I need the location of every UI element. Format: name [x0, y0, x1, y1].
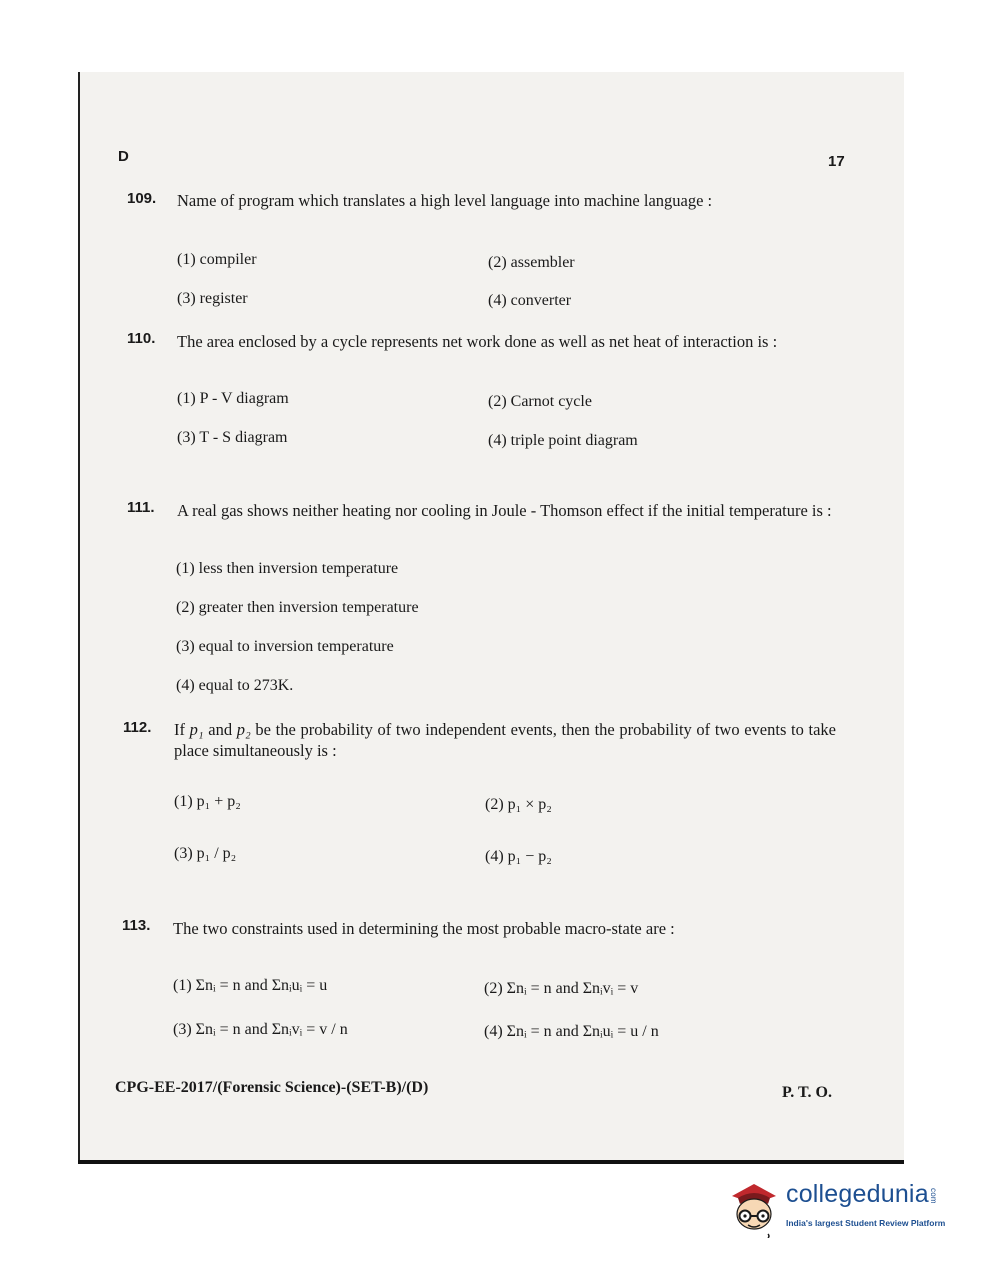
question-109-number: 109. — [127, 190, 157, 207]
collegedunia-mascot-icon — [724, 1174, 784, 1238]
question-111-text: A real gas shows neither heating nor cooling in Joule - Thomson effect if the initial temperature is : — [177, 501, 832, 520]
question-111-option-3: (3) equal to inversion temperature — [176, 638, 394, 655]
page-edge — [78, 1160, 904, 1164]
question-112-option-3: (3) p₁ / p₂ — [174, 845, 237, 862]
question-112-option-1: (1) p₁ + p₂ — [174, 793, 241, 810]
question-111-number: 111. — [127, 499, 155, 516]
question-111-option-1: (1) less then inversion temperature — [176, 560, 399, 577]
p1-symbol: p₁ — [189, 720, 204, 739]
set-letter: D — [118, 148, 129, 165]
question-113-number: 113. — [122, 917, 151, 934]
question-111-option-2: (2) greater then inversion temperature — [176, 599, 419, 616]
question-113-option-1: (1) Σnᵢ = n and Σnᵢuᵢ = u — [173, 977, 328, 994]
scanned-page — [78, 72, 904, 1164]
question-113-text: The two constraints used in determining the most probable macro-state are : — [173, 919, 675, 938]
page-number: 17 — [828, 153, 845, 170]
question-109-option-1: (1) compiler — [177, 251, 257, 268]
brand-tagline: India's largest Student Review Platform — [786, 1218, 946, 1228]
brand-name: collegeduniacom — [786, 1180, 938, 1208]
question-109-text: Name of program which translates a high level language into machine language : — [177, 191, 713, 210]
question-112-number: 112. — [123, 719, 152, 736]
question-110-option-3: (3) T - S diagram — [177, 429, 288, 446]
question-109-option-2: (2) assembler — [488, 254, 575, 271]
question-113-option-4: (4) Σnᵢ = n and Σnᵢuᵢ = u / n — [484, 1023, 659, 1040]
brand-suffix: com — [928, 1187, 938, 1204]
question-112-option-4: (4) p₁ − p₂ — [485, 848, 552, 865]
question-112-option-2: (2) p₁ × p₂ — [485, 796, 552, 813]
question-113-option-3: (3) Σnᵢ = n and Σnᵢvᵢ = v / n — [173, 1021, 348, 1038]
question-110-option-2: (2) Carnot cycle — [488, 393, 592, 410]
question-109-option-4: (4) converter — [488, 292, 572, 309]
pto-label: P. T. O. — [782, 1084, 832, 1101]
question-109-option-3: (3) register — [177, 290, 248, 307]
question-110-option-1: (1) P - V diagram — [177, 390, 289, 407]
p2-symbol: p₂ — [236, 720, 251, 739]
question-110-option-4: (4) triple point diagram — [488, 432, 638, 449]
question-112-text: If p₁ and p₂ be the probability of two independent events, then the probability of two events to take place simultaneously is : — [174, 720, 836, 760]
question-113-option-2: (2) Σnᵢ = n and Σnᵢvᵢ = v — [484, 980, 639, 997]
paper-code: CPG-EE-2017/(Forensic Science)-(SET-B)/(D) — [115, 1079, 429, 1096]
question-110-text: The area enclosed by a cycle represents net work done as well as net heat of interaction is : — [177, 332, 778, 351]
question-110-number: 110. — [127, 330, 156, 347]
question-111-option-4: (4) equal to 273K. — [176, 677, 294, 694]
